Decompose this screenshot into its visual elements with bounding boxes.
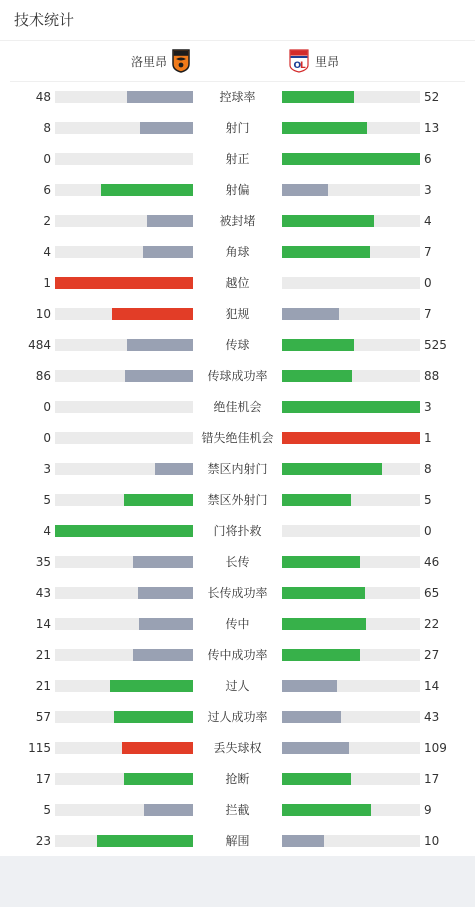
- home-value: 4: [43, 245, 51, 259]
- stat-row: [0, 454, 475, 485]
- away-value: 43: [424, 710, 440, 724]
- stat-label: 传球: [225, 338, 250, 352]
- home-bar-fill: [55, 277, 193, 289]
- stat-row: [0, 268, 475, 299]
- away-bar-track: [282, 618, 420, 630]
- home-value: 0: [43, 400, 51, 414]
- away-bar-fill: [282, 835, 324, 847]
- away-bar-track: [282, 556, 420, 568]
- home-value: 4: [43, 524, 51, 538]
- stat-label: 绝佳机会: [213, 400, 262, 414]
- away-bar-track: [282, 215, 420, 227]
- away-value: 17: [424, 772, 440, 786]
- stat-label: 过人: [225, 679, 250, 693]
- away-bar-fill: [282, 556, 360, 568]
- stat-row: [0, 795, 475, 826]
- away-bar-track: [282, 308, 420, 320]
- stat-row: [0, 702, 475, 733]
- stat-row: [0, 82, 475, 113]
- home-bar-track: [55, 277, 193, 289]
- home-value: 14: [35, 617, 51, 631]
- away-value: 8: [424, 462, 432, 476]
- home-bar-fill: [133, 649, 193, 661]
- away-bar-track: [282, 711, 420, 723]
- home-bar-track: [55, 215, 193, 227]
- stat-label: 控球率: [219, 90, 256, 104]
- home-value: 0: [43, 152, 51, 166]
- away-bar-track: [282, 494, 420, 506]
- lyon-crest-icon[interactable]: [288, 49, 310, 73]
- away-bar-track: [282, 804, 420, 816]
- away-bar-fill: [282, 91, 354, 103]
- away-bar-fill: [282, 432, 420, 444]
- home-bar-track: [55, 494, 193, 506]
- away-value: 6: [424, 152, 432, 166]
- away-bar-fill: [282, 339, 354, 351]
- stat-label: 长传: [225, 555, 250, 569]
- home-bar-track: [55, 556, 193, 568]
- stat-row: [0, 330, 475, 361]
- stat-label: 射正: [225, 152, 250, 166]
- teams-header: [0, 41, 475, 81]
- away-bar-track: [282, 649, 420, 661]
- away-value: 0: [424, 276, 432, 290]
- home-bar-fill: [55, 525, 193, 537]
- away-value: 22: [424, 617, 440, 631]
- stat-label: 抢断: [225, 772, 250, 786]
- home-value: 484: [28, 338, 51, 352]
- home-bar-fill: [139, 618, 193, 630]
- stat-label: 门将扑救: [213, 524, 262, 538]
- home-bar-fill: [140, 122, 193, 134]
- away-bar-track: [282, 432, 420, 444]
- home-team-name[interactable]: 洛里昂: [130, 55, 167, 69]
- home-value: 43: [35, 586, 51, 600]
- away-value: 52: [424, 90, 440, 104]
- away-bar-fill: [282, 153, 420, 165]
- away-value: 4: [424, 214, 432, 228]
- svg-text:L: L: [300, 61, 306, 71]
- away-bar-track: [282, 277, 420, 289]
- home-bar-fill: [127, 91, 193, 103]
- away-bar-fill: [282, 370, 352, 382]
- home-bar-track: [55, 184, 193, 196]
- away-value: 10: [424, 834, 440, 848]
- away-value: 88: [424, 369, 440, 383]
- away-value: 13: [424, 121, 440, 135]
- section-title: 技术统计: [14, 11, 75, 29]
- stat-row: [0, 206, 475, 237]
- away-value: 3: [424, 183, 432, 197]
- home-value: 86: [35, 369, 51, 383]
- home-bar-fill: [110, 680, 193, 692]
- home-bar-track: [55, 122, 193, 134]
- away-value: 525: [424, 338, 447, 352]
- away-value: 7: [424, 245, 432, 259]
- home-value: 2: [43, 214, 51, 228]
- away-bar-track: [282, 587, 420, 599]
- home-value: 23: [35, 834, 51, 848]
- away-bar-track: [282, 742, 420, 754]
- away-bar-fill: [282, 773, 351, 785]
- stat-label: 错失绝佳机会: [201, 431, 274, 445]
- stat-row: [0, 640, 475, 671]
- home-bar-fill: [112, 308, 193, 320]
- home-bar-track: [55, 742, 193, 754]
- stat-label: 过人成功率: [207, 710, 268, 724]
- home-bar-fill: [122, 742, 193, 754]
- away-value: 3: [424, 400, 432, 414]
- home-bar-fill: [143, 246, 193, 258]
- stat-label: 传球成功率: [207, 369, 268, 383]
- away-bar-fill: [282, 401, 420, 413]
- away-bar-fill: [282, 804, 371, 816]
- away-bar-track: [282, 463, 420, 475]
- stat-row: [0, 764, 475, 795]
- stat-label: 传中: [225, 617, 250, 631]
- home-bar-track: [55, 370, 193, 382]
- away-value: 109: [424, 741, 447, 755]
- away-bar-fill: [282, 711, 341, 723]
- home-value: 21: [35, 679, 51, 693]
- stat-label: 长传成功率: [207, 586, 268, 600]
- stat-row: [0, 113, 475, 144]
- home-bar-track: [55, 308, 193, 320]
- stat-row: [0, 578, 475, 609]
- home-bar-track: [55, 153, 193, 165]
- away-bar-track: [282, 401, 420, 413]
- away-bar-fill: [282, 246, 370, 258]
- home-bar-fill: [101, 184, 193, 196]
- home-value: 57: [35, 710, 51, 724]
- home-value: 0: [43, 431, 51, 445]
- away-bar-track: [282, 246, 420, 258]
- away-value: 7: [424, 307, 432, 321]
- home-value: 48: [35, 90, 51, 104]
- home-bar-track: [55, 91, 193, 103]
- home-bar-track: [55, 773, 193, 785]
- away-bar-fill: [282, 308, 339, 320]
- away-bar-fill: [282, 587, 365, 599]
- away-bar-track: [282, 184, 420, 196]
- stat-row: [0, 826, 475, 857]
- stat-row: [0, 144, 475, 175]
- away-value: 0: [424, 524, 432, 538]
- stat-row: [0, 485, 475, 516]
- away-value: 9: [424, 803, 432, 817]
- home-bar-fill: [114, 711, 193, 723]
- stat-label: 禁区内射门: [207, 462, 268, 476]
- home-bar-fill: [133, 556, 193, 568]
- home-bar-track: [55, 680, 193, 692]
- away-bar-track: [282, 835, 420, 847]
- away-value: 1: [424, 431, 432, 445]
- home-bar-track: [55, 649, 193, 661]
- stat-label: 射偏: [225, 183, 250, 197]
- stat-row: [0, 361, 475, 392]
- away-bar-fill: [282, 649, 360, 661]
- home-bar-fill: [124, 773, 193, 785]
- away-bar-fill: [282, 122, 367, 134]
- stats-list: [0, 82, 475, 857]
- away-value: 46: [424, 555, 440, 569]
- away-bar-fill: [282, 215, 374, 227]
- lorient-crest-icon[interactable]: [171, 49, 191, 73]
- home-bar-track: [55, 618, 193, 630]
- away-bar-track: [282, 525, 420, 537]
- away-value: 5: [424, 493, 432, 507]
- home-value: 8: [43, 121, 51, 135]
- home-bar-fill: [138, 587, 193, 599]
- home-bar-track: [55, 432, 193, 444]
- home-bar-track: [55, 339, 193, 351]
- home-bar-fill: [144, 804, 193, 816]
- home-value: 10: [35, 307, 51, 321]
- home-value: 21: [35, 648, 51, 662]
- away-bar-track: [282, 680, 420, 692]
- stat-row: [0, 392, 475, 423]
- home-bar-track: [55, 804, 193, 816]
- stat-label: 射门: [225, 121, 250, 135]
- away-value: 65: [424, 586, 440, 600]
- home-bar-track: [55, 711, 193, 723]
- stat-label: 传中成功率: [207, 648, 268, 662]
- away-bar-fill: [282, 742, 349, 754]
- away-bar-track: [282, 122, 420, 134]
- away-bar-fill: [282, 680, 337, 692]
- home-bar-track: [55, 463, 193, 475]
- stat-row: [0, 516, 475, 547]
- home-bar-fill: [125, 370, 193, 382]
- home-value: 3: [43, 462, 51, 476]
- away-team-name[interactable]: 里昂: [315, 55, 340, 69]
- stat-row: [0, 733, 475, 764]
- home-value: 5: [43, 803, 51, 817]
- home-bar-fill: [97, 835, 193, 847]
- home-value: 17: [35, 772, 51, 786]
- stat-label: 解围: [225, 834, 250, 848]
- home-value: 6: [43, 183, 51, 197]
- stat-row: [0, 299, 475, 330]
- stat-row: [0, 423, 475, 454]
- home-bar-track: [55, 401, 193, 413]
- away-value: 14: [424, 679, 440, 693]
- home-bar-fill: [147, 215, 193, 227]
- home-bar-track: [55, 525, 193, 537]
- stat-label: 被封堵: [219, 214, 256, 228]
- home-value: 115: [28, 741, 51, 755]
- home-value: 35: [35, 555, 51, 569]
- away-bar-fill: [282, 463, 382, 475]
- away-value: 27: [424, 648, 440, 662]
- stat-row: [0, 609, 475, 640]
- stat-label: 丢失球权: [213, 741, 262, 755]
- away-bar-fill: [282, 494, 351, 506]
- away-bar-track: [282, 339, 420, 351]
- svg-text:O: O: [293, 61, 302, 71]
- away-bar-fill: [282, 618, 366, 630]
- stat-row: [0, 237, 475, 268]
- home-value: 5: [43, 493, 51, 507]
- away-bar-track: [282, 153, 420, 165]
- stat-row: [0, 175, 475, 206]
- home-bar-fill: [124, 494, 193, 506]
- stat-label: 禁区外射门: [207, 493, 268, 507]
- stat-label: 拦截: [225, 803, 250, 817]
- stat-row: [0, 671, 475, 702]
- home-bar-track: [55, 246, 193, 258]
- away-bar-track: [282, 91, 420, 103]
- home-bar-track: [55, 587, 193, 599]
- home-bar-track: [55, 835, 193, 847]
- away-bar-fill: [282, 184, 328, 196]
- stat-row: [0, 547, 475, 578]
- home-value: 1: [43, 276, 51, 290]
- home-bar-fill: [127, 339, 193, 351]
- stat-label: 越位: [225, 276, 250, 290]
- stat-label: 犯规: [225, 307, 250, 321]
- away-bar-track: [282, 773, 420, 785]
- home-bar-fill: [155, 463, 193, 475]
- stat-label: 角球: [225, 245, 250, 259]
- away-bar-track: [282, 370, 420, 382]
